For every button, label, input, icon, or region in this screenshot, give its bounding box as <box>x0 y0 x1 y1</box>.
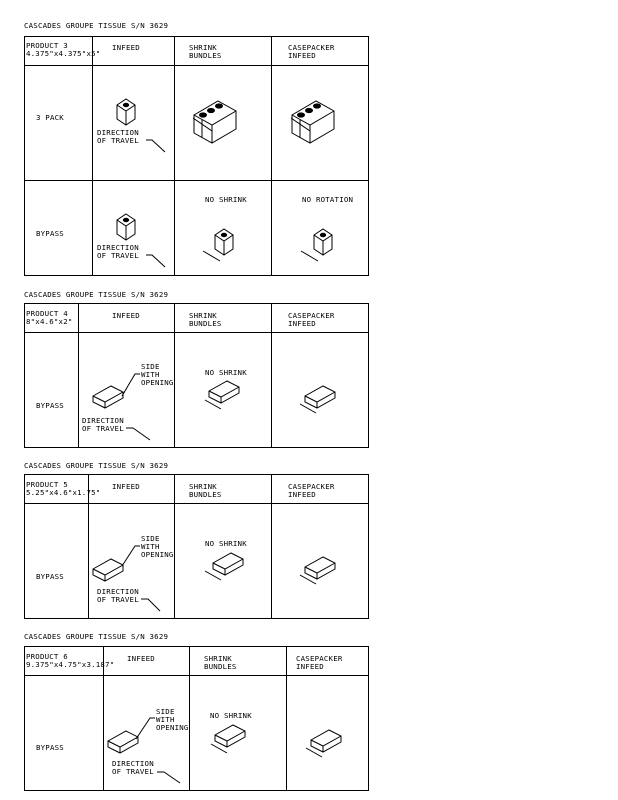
header-shrink-bundles: SHRINK BUNDLES <box>189 482 222 499</box>
sheet-title: CASCADES GROUPE TISSUE S/N 3629 <box>24 461 169 470</box>
sheet-title: CASCADES GROUPE TISSUE S/N 3629 <box>24 632 169 641</box>
flat-box-shrink-icon <box>215 725 245 747</box>
flat-box-infeed-icon <box>93 559 123 581</box>
flat-box-infeed-icon <box>108 731 138 753</box>
side-opening-note: SIDE WITH OPENING <box>141 362 174 387</box>
no-rotation-note: NO ROTATION <box>302 195 354 204</box>
no-shrink-note: NO SHRINK <box>205 539 247 548</box>
flat-box-casepacker-icon <box>311 730 341 752</box>
header-infeed: INFEED <box>112 43 140 52</box>
direction-note: DIRECTION OF TRAVEL <box>97 243 139 260</box>
direction-note: DIRECTION OF TRAVEL <box>82 416 124 433</box>
row-label: 3 PACK <box>36 113 64 122</box>
row-label: BYPASS <box>36 572 64 581</box>
single-roll-casepacker-icon <box>314 229 332 255</box>
single-roll-icon <box>117 99 135 125</box>
header-infeed: INFEED <box>127 654 155 663</box>
sheet-title: CASCADES GROUPE TISSUE S/N 3629 <box>24 21 169 30</box>
header-casepacker-infeed: CASEPACKER INFEED <box>288 43 335 60</box>
row-label: BYPASS <box>36 229 64 238</box>
product-size: 9.375"x4.75"x3.187" <box>26 660 115 669</box>
direction-note: DIRECTION OF TRAVEL <box>112 759 154 776</box>
header-shrink-bundles: SHRINK BUNDLES <box>204 654 237 671</box>
product-name: PRODUCT 5 <box>26 480 68 489</box>
row-label: BYPASS <box>36 401 64 410</box>
side-opening-note: SIDE WITH OPENING <box>141 534 174 559</box>
product-size: 8"x4.6"x2" <box>26 317 73 326</box>
flat-box-shrink-icon <box>209 381 239 403</box>
direction-leader <box>146 140 165 152</box>
three-pack-casepacker-icon <box>292 101 334 143</box>
header-shrink-bundles: SHRINK BUNDLES <box>189 43 222 60</box>
no-shrink-note: NO SHRINK <box>205 195 247 204</box>
flat-box-casepacker-icon <box>305 386 335 408</box>
header-infeed: INFEED <box>112 311 140 320</box>
three-pack-shrink-icon <box>194 101 236 143</box>
single-roll-shrink-icon <box>215 229 233 255</box>
product-name: PRODUCT 6 <box>26 652 68 661</box>
header-shrink-bundles: SHRINK BUNDLES <box>189 311 222 328</box>
header-casepacker-infeed: CASEPACKER INFEED <box>296 654 343 671</box>
side-opening-note: SIDE WITH OPENING <box>156 707 189 732</box>
header-casepacker-infeed: CASEPACKER INFEED <box>288 482 335 499</box>
header-casepacker-infeed: CASEPACKER INFEED <box>288 311 335 328</box>
direction-note: DIRECTION OF TRAVEL <box>97 587 139 604</box>
flat-box-casepacker-icon <box>305 557 335 579</box>
sheet-title: CASCADES GROUPE TISSUE S/N 3629 <box>24 290 169 299</box>
product-name: PRODUCT 4 <box>26 309 68 318</box>
direction-note: DIRECTION OF TRAVEL <box>97 128 139 145</box>
header-infeed: INFEED <box>112 482 140 491</box>
product-size: 5.25"x4.6"x1.75" <box>26 488 101 497</box>
no-shrink-note: NO SHRINK <box>210 711 252 720</box>
flat-box-shrink-icon <box>213 553 243 575</box>
product-size: 4.375"x4.375"x5" <box>26 49 101 58</box>
product-name: PRODUCT 3 <box>26 41 68 50</box>
no-shrink-note: NO SHRINK <box>205 368 247 377</box>
single-roll-icon <box>117 214 135 240</box>
row-label: BYPASS <box>36 743 64 752</box>
flat-box-infeed-icon <box>93 386 123 408</box>
